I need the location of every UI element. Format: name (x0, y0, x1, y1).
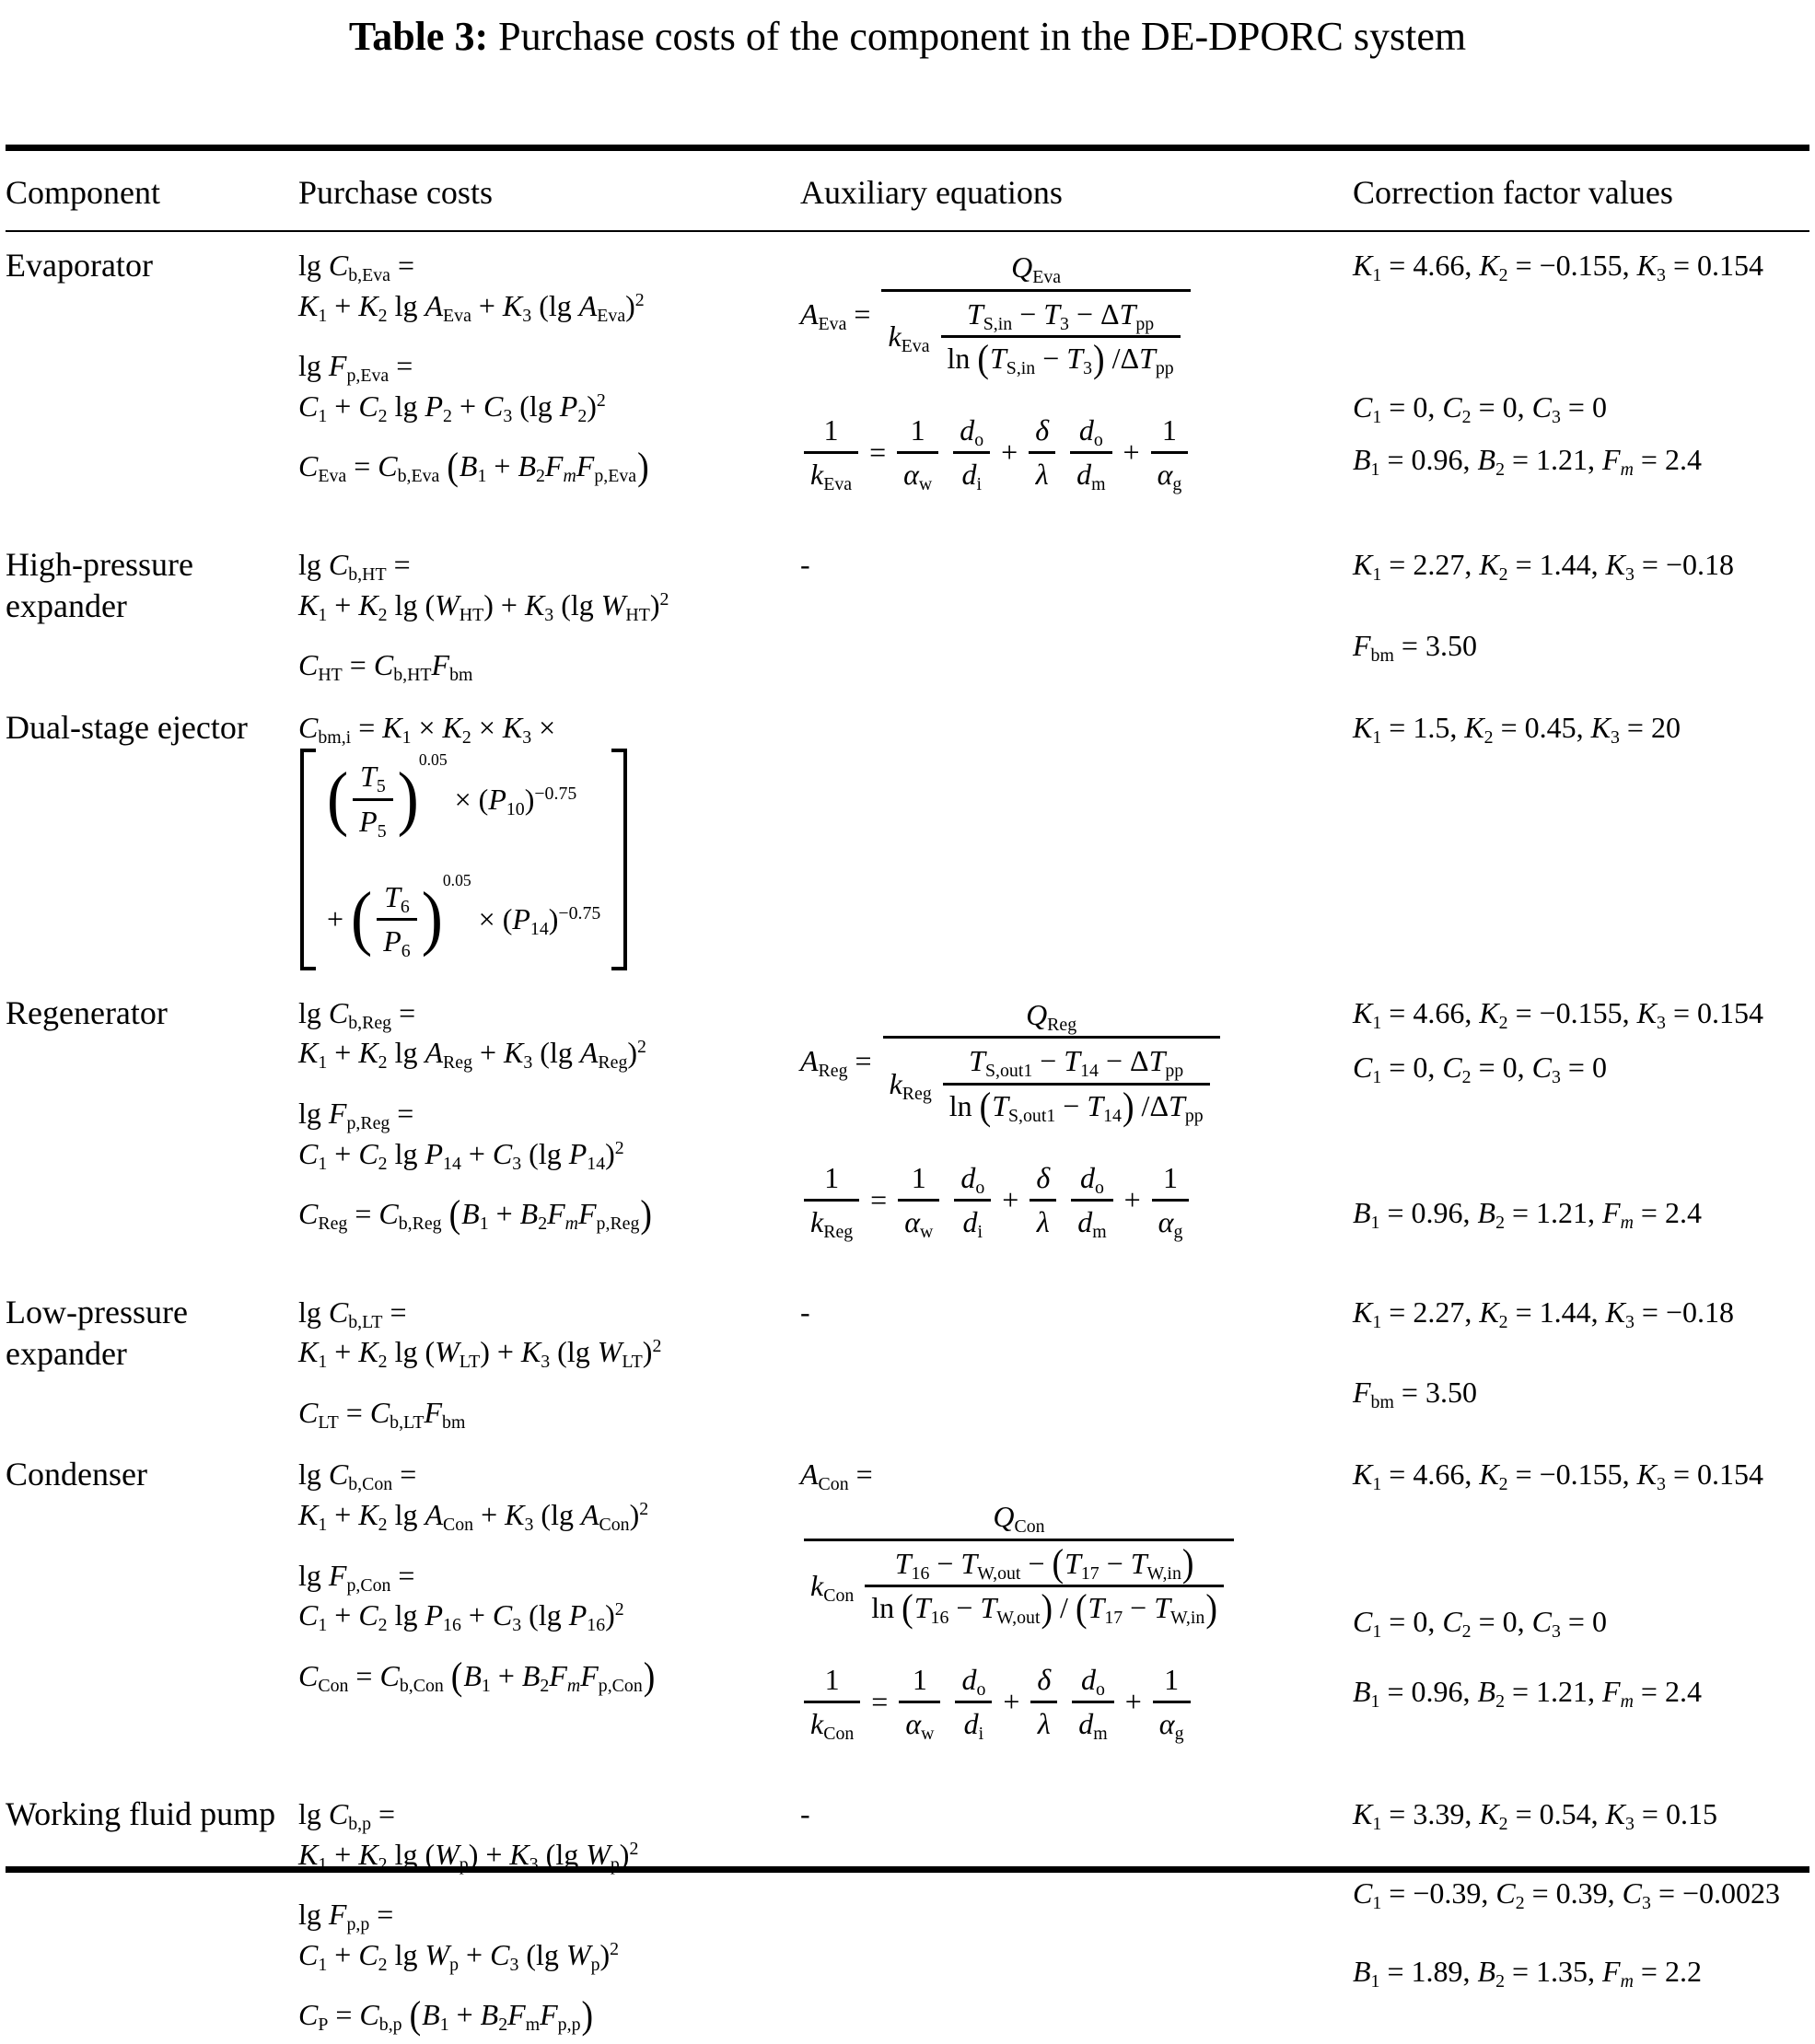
purchase-costs-cell (298, 245, 800, 524)
table-header-row (6, 151, 1809, 232)
formula-line: $C_1 = -0.39$, $C_2 = 0.39$, $C_3 = -0.0023$ (1353, 1876, 1781, 1913)
column-header-purchase-costs: Purchase costs (298, 174, 493, 211)
formula-block (298, 646, 785, 685)
component-cell: Low-pressure expander (6, 1293, 188, 1372)
formula-block (1353, 1875, 1795, 1913)
formula-block (1353, 627, 1795, 666)
formula-line: $B_1 = 0.96$, $B_2 = 1.21$, $F_m = 2.4$ (1353, 1674, 1702, 1712)
formula-line: $K_1 + K_2$ $\lg A_{Eva} + K_3$ (lg $A_{Eva})^2$ (298, 288, 645, 326)
formula-block (298, 1394, 785, 1433)
formula-block (1353, 1374, 1795, 1412)
component-cell: Regenerator (6, 993, 168, 1031)
formula-line: $\frac{1}{k_{Con}}$ = $\frac{1}{\alpha_w}$ $\frac{d_o}{d_i}$ + $\frac{\delta}{\lambda}$ $\frac{d_o}{d_m}$ + $\frac{1}{\alpha_g}$ (800, 1659, 1338, 1746)
formula-line: $C_1 + C_2$ $\lg P_2 + C_3$ (lg $P_2)^2$ (298, 389, 606, 426)
auxiliary-equations-cell (800, 1454, 1353, 1773)
formula-line: $C_1 = 0$, $C_2 = 0$, $C_3 = 0$ (1353, 1605, 1607, 1642)
formula-line: $K_1 = 4.66$, $K_2 = -0.155$, $K_3 = 0.154$ (1353, 1458, 1763, 1495)
formula-line: $A_{Eva}$ = $Q_{Eva}$ $k_{Eva}$ $T_{S,in} - T_3 - \Delta T_{pp}$ ln ( $T_{S,in} - T_3$ ) $/\Delta T_{pp}$ (800, 247, 1338, 382)
formula-block (298, 994, 785, 1073)
formula-line: $K_1 = 2.27$, $K_2 = 1.44$, $K_3 = -0.18$ (1353, 547, 1734, 585)
formula-line: $K_1 = 4.66$, $K_2 = -0.155$, $K_3 = 0.154$ (1353, 249, 1763, 285)
formula-line: $\lg C_{b,Con}$ = (298, 1458, 417, 1495)
formula-line: $K_1 + K_2$ $\lg A_{Reg} + K_3$ (lg $A_{Reg})^2$ (298, 1036, 646, 1074)
costs-table (6, 145, 1809, 2044)
formula-line: $F_{bm} = 3.50$ (1353, 628, 1477, 666)
formula-block (800, 1456, 1338, 1631)
formula-line: $K_1 = 3.39$, $K_2 = 0.54$, $K_3 = 0.15$ (1353, 1797, 1717, 1834)
formula-line: $A_{Con}$ = (800, 1458, 873, 1495)
formula-line: $K_1 + K_2$ $\lg (W_{LT}) + K_3$ (lg $W_{LT})^2$ (298, 1335, 662, 1373)
formula-block (298, 1095, 785, 1173)
formula-line: $\lg C_{b,HT}$ = (298, 547, 411, 585)
formula-line: $C_{bm,i} = K_1 \times K_2 \times K_3$ × (298, 710, 556, 748)
purchase-costs-cell (298, 707, 800, 972)
formula-block (298, 247, 785, 325)
table-row (6, 1781, 1809, 2044)
formula-line: $\frac{1}{k_{Reg}}$ = $\frac{1}{\alpha_w}$ $\frac{d_o}{d_i}$ + $\frac{\delta}{\lambda}$ $\frac{d_o}{d_m}$ + $\frac{1}{\alpha_g}$ (800, 1157, 1338, 1244)
formula-line: $\lg F_{p,Con}$ = (298, 1558, 415, 1596)
auxiliary-equations-cell (800, 707, 1353, 972)
formula-line: $A_{Reg}$ = $Q_{Reg}$ $k_{Reg}$ $T_{S,out1} - T_{14} - \Delta T_{pp}$ ln ( $T_{S,out1} - T_{14}$ ) $/\Delta T_{pp}$ (800, 994, 1338, 1130)
formula-block (1353, 1953, 1795, 1992)
formula-block (298, 1192, 785, 1237)
formula-line: $B_1 = 0.96$, $B_2 = 1.21$, $F_m = 2.4$ (1353, 443, 1702, 481)
formula-block (1353, 441, 1795, 480)
formula-line: $K_1 + K_2$ $\lg (W_p) + K_3$ (lg $W_p)^2$ (298, 1837, 639, 1875)
correction-factors-cell (1353, 993, 1809, 1272)
formula-line: $\lg C_{b,p}$ = (298, 1797, 396, 1834)
formula-line: - (800, 1295, 810, 1329)
formula-block (1353, 389, 1795, 427)
formula-line: $C_1 = 0$, $C_2 = 0$, $C_3 = 0$ (1353, 1051, 1607, 1088)
formula-block (298, 1993, 785, 2038)
formula-line: $C_1 + C_2$ $\lg W_p + C_3$ (lg $W_p)^2$ (298, 1937, 620, 1975)
table-row (6, 1441, 1809, 1781)
formula-line: $C_{LT} = C_{b,LT}F_{bm}$ (298, 1395, 466, 1433)
formula-line: $C_{Con} = C_{b,Con}$ ( $B_1 + B_2F_mF_{p,Con}$ ) (298, 1655, 656, 1699)
correction-factors-cell (1353, 1794, 1809, 2037)
purchase-costs-cell (298, 544, 800, 687)
formula-line: $C_1 + C_2$ $\lg P_{16} + C_3$ (lg $P_{16})^2$ (298, 1598, 624, 1636)
auxiliary-equations-cell (800, 1794, 1353, 2037)
formula-line: $K_1 = 1.5$, $K_2 = 0.45$, $K_3 = 20$ (1353, 710, 1681, 748)
formula-line: $C_{Reg} = C_{b,Reg}$ ( $B_1 + B_2F_mF_{p,Reg}$ ) (298, 1192, 652, 1237)
component-cell: Evaporator (6, 247, 153, 284)
formula-line: $C_P = C_{b,p}$ ( $B_1 + B_2F_mF_{p,p}$ ) (298, 1993, 594, 2038)
formula-line: $\lg F_{p,Reg}$ = (298, 1096, 414, 1133)
correction-factors-cell (1353, 1454, 1809, 1773)
table-row (6, 531, 1809, 694)
formula-block (298, 1294, 785, 1372)
table-caption (6, 13, 1809, 60)
component-cell: Condenser (6, 1456, 147, 1493)
formula-line: - (800, 547, 810, 581)
formula-block (800, 1659, 1338, 1746)
formula-line: $F_{bm} = 3.50$ (1353, 1376, 1477, 1413)
purchase-costs-cell (298, 1794, 800, 2037)
formula-block (298, 1655, 785, 1699)
formula-block (298, 1557, 785, 1635)
formula-block (298, 709, 785, 970)
formula-block (800, 410, 1338, 496)
formula-line: ( $\frac{T_5}{P_5}$ ) $^{0.05}$ × $(P_{10})^{-0.75}$ + ( $\frac{T_6}{P_6}$ ) $^{0.05}$ × $(P_{14})^{-0.75}$ (298, 749, 785, 970)
formula-block (800, 546, 1338, 585)
formula-line: $C_{HT} = C_{b,HT}F_{bm}$ (298, 648, 473, 686)
component-cell: Working fluid pump (6, 1795, 276, 1833)
formula-line: $\lg C_{b,Eva}$ = (298, 249, 415, 285)
formula-line: $K_1 = 2.27$, $K_2 = 1.44$, $K_3 = -0.18$ (1353, 1295, 1734, 1332)
formula-line: $K_1 + K_2$ $\lg (W_{HT}) + K_3$ (lg $W_{HT})^2$ (298, 587, 669, 625)
formula-block (298, 347, 785, 425)
table-row (6, 1279, 1809, 1442)
formula-block (1353, 1795, 1795, 1834)
auxiliary-equations-cell (800, 544, 1353, 687)
formula-line: $B_1 = 0.96$, $B_2 = 1.21$, $F_m = 2.4$ (1353, 1195, 1702, 1233)
formula-block (1353, 546, 1795, 585)
table-row (6, 232, 1809, 531)
auxiliary-equations-cell (800, 245, 1353, 524)
formula-block (298, 445, 785, 489)
formula-block (298, 546, 785, 624)
formula-block (1353, 994, 1795, 1033)
purchase-costs-cell (298, 993, 800, 1272)
auxiliary-equations-cell (800, 1292, 1353, 1434)
formula-block (1353, 1194, 1795, 1233)
table-body (6, 232, 1809, 2044)
formula-line: $\lg C_{b,Reg}$ = (298, 995, 416, 1033)
formula-block (1353, 1603, 1795, 1642)
formula-line: $\frac{1}{k_{Eva}}$ = $\frac{1}{\alpha_w}$ $\frac{d_o}{d_i}$ + $\frac{\delta}{\lambda}$ $\frac{d_o}{d_m}$ + $\frac{1}{\alpha_g}$ (800, 410, 1338, 496)
formula-block (800, 1795, 1338, 1834)
formula-block (1353, 1456, 1795, 1494)
formula-line: $\lg C_{b,LT}$ = (298, 1295, 407, 1332)
formula-block (1353, 1049, 1795, 1087)
formula-line: $\lg F_{p,p}$ = (298, 1898, 394, 1935)
formula-line: $Q_{Con}$ $k_{Con}$ $T_{16} - T_{W,out}$ − ( $T_{17} - T_{W,in}$ ) ln ( $T_{16} - T_{W,out}$ ) / ( $T_{17} - T_{W,in}$ ) (800, 1496, 1338, 1632)
column-header-auxiliary-equations: Auxiliary equations (800, 174, 1063, 211)
formula-line: - (800, 1797, 810, 1831)
formula-block (800, 1157, 1338, 1244)
table-caption-text: Purchase costs of the component in the DE-DPORC system (498, 14, 1467, 59)
formula-line: $K_1 = 4.66$, $K_2 = -0.155$, $K_3 = 0.154$ (1353, 995, 1763, 1033)
formula-block (1353, 1673, 1795, 1712)
correction-factors-cell (1353, 1292, 1809, 1434)
formula-block (1353, 1294, 1795, 1332)
auxiliary-equations-cell (800, 993, 1353, 1272)
correction-factors-cell (1353, 245, 1809, 524)
purchase-costs-cell (298, 1292, 800, 1434)
component-cell: Dual-stage ejector (6, 708, 248, 746)
formula-line: $B_1 = 1.89$, $B_2 = 1.35$, $F_m = 2.2$ (1353, 1955, 1702, 1992)
column-header-correction-factor-values: Correction factor values (1353, 174, 1673, 211)
formula-block (298, 1896, 785, 1974)
column-header-component: Component (6, 174, 160, 211)
formula-block (298, 1795, 785, 1874)
table-row (6, 980, 1809, 1279)
formula-block (800, 247, 1338, 382)
table-caption-label: Table 3: (348, 14, 489, 59)
purchase-costs-cell (298, 1454, 800, 1773)
table-row (6, 694, 1809, 980)
formula-line: $C_1 = 0$, $C_2 = 0$, $C_3 = 0$ (1353, 389, 1607, 427)
correction-factors-cell (1353, 544, 1809, 687)
correction-factors-cell (1353, 707, 1809, 972)
formula-block (800, 1294, 1338, 1332)
formula-block (800, 994, 1338, 1130)
formula-block (1353, 709, 1795, 748)
component-cell: High-pressure expander (6, 545, 193, 624)
formula-line: $K_1 + K_2$ $\lg A_{Con} + K_3$ (lg $A_{Con})^2$ (298, 1498, 649, 1535)
formula-block (298, 1456, 785, 1534)
formula-line: $C_1 + C_2$ $\lg P_{14} + C_3$ (lg $P_{14})^2$ (298, 1136, 624, 1174)
formula-line: $C_{Eva} = C_{b,Eva}$ ( $B_1 + B_2F_mF_{p,Eva}$ ) (298, 445, 649, 489)
formula-line: $\lg F_{p,Eva}$ = (298, 349, 413, 387)
formula-block (1353, 247, 1795, 285)
